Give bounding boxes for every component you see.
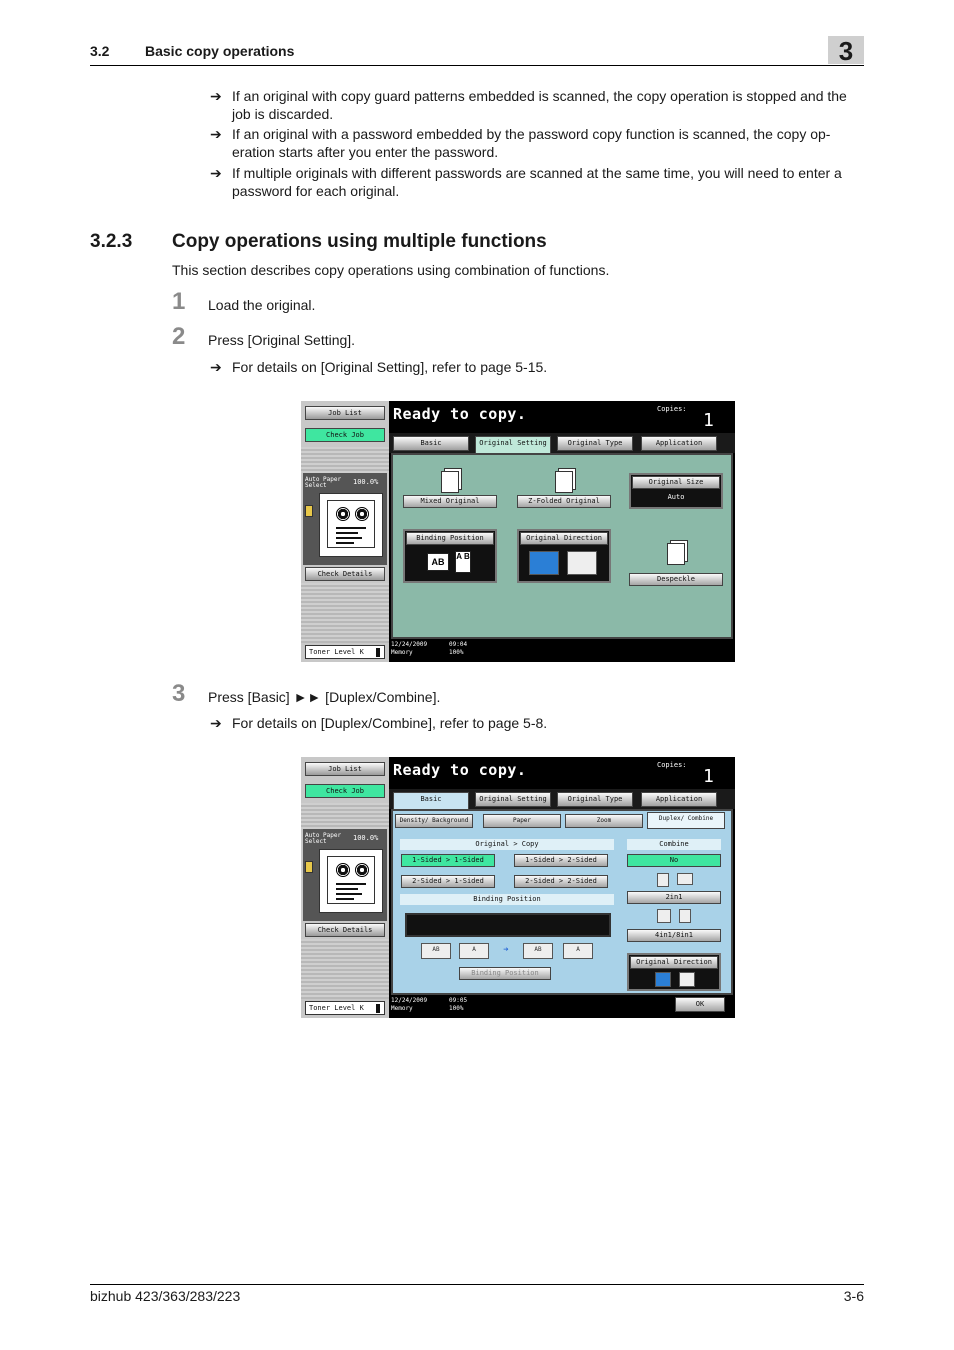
ok-button[interactable]: OK <box>675 997 725 1012</box>
paper-tray-icon <box>305 505 313 517</box>
binding-position-button[interactable] <box>403 529 497 583</box>
arrow-icon: ➔ <box>210 715 222 731</box>
preview-thumbnail <box>319 849 383 913</box>
tab-original-setting[interactable]: Original Setting <box>475 436 551 455</box>
time-text: 09:05 <box>449 997 468 1004</box>
tab-bar <box>389 789 735 809</box>
original-direction-label: Original Direction <box>520 532 608 545</box>
arrow-icon: ➔ <box>210 359 222 375</box>
zoom-value: 100.0% <box>353 478 379 486</box>
tab-original-type[interactable]: Original Type <box>557 792 633 807</box>
stripes <box>301 803 389 829</box>
toner-level <box>305 645 385 659</box>
stripes <box>301 583 389 643</box>
step-text: Press [Original Setting]. <box>208 332 356 348</box>
screenshot-duplex-combine <box>301 757 735 1018</box>
step-number: 3 <box>172 680 186 707</box>
binding-position-button[interactable]: Binding Position <box>459 967 551 980</box>
subtab-density-background[interactable]: Density/ Background <box>395 814 473 828</box>
arrow-icon: ➔ <box>210 88 222 104</box>
left-panel <box>301 757 389 1018</box>
check-job-button[interactable]: Check Job <box>305 428 385 442</box>
binding-left-copy-icon[interactable]: AB <box>523 943 553 959</box>
original-size-label: Original Size <box>632 476 720 489</box>
date-text: 12/24/2009 <box>391 997 428 1004</box>
status-time <box>449 997 467 1013</box>
check-details-button[interactable]: Check Details <box>305 567 385 581</box>
copies-value: 1 <box>703 766 714 787</box>
binding-position-label: Binding Position <box>406 532 494 545</box>
settings-area <box>391 453 733 639</box>
combine-4in1-icon-b <box>679 909 691 923</box>
toner-label: Toner Level <box>309 1004 356 1012</box>
combine-no-button[interactable]: No <box>627 854 721 867</box>
combine-header: Combine <box>627 839 721 850</box>
status-date <box>391 641 427 657</box>
despeckle-button[interactable]: Despeckle <box>629 573 723 586</box>
subtab-paper[interactable]: Paper <box>483 814 561 828</box>
binding-left-icon: AB <box>427 553 449 571</box>
step-note <box>210 358 862 376</box>
toner-k: K <box>359 648 364 656</box>
status-time <box>449 641 467 657</box>
step-text: Load the original. <box>208 297 316 313</box>
section-intro: This section describes copy operations using combination of functions. <box>172 262 610 278</box>
zoom-value: 100.0% <box>353 834 379 842</box>
memory-value: 100% <box>449 649 464 656</box>
tab-basic[interactable]: Basic <box>393 792 469 811</box>
copies-label: Copies: <box>657 405 687 413</box>
note-text: If an original with a password embedded by the password copy function is scanned, the copy op-eration starts after you enter the password. <box>232 126 831 160</box>
tab-original-type[interactable]: Original Type <box>557 436 633 451</box>
copies-label: Copies: <box>657 761 687 769</box>
left-panel <box>301 401 389 662</box>
tab-application[interactable]: Application <box>641 792 717 807</box>
binding-display <box>405 913 611 937</box>
check-details-button[interactable]: Check Details <box>305 923 385 937</box>
z-folded-button[interactable]: Z-Folded Original <box>517 495 611 508</box>
tab-original-setting[interactable]: Original Setting <box>475 792 551 807</box>
binding-left-icon[interactable]: AB <box>421 943 451 959</box>
job-list-button[interactable]: Job List <box>305 406 385 420</box>
combine-2in1-button[interactable]: 2in1 <box>627 891 721 904</box>
status-message: Ready to copy. <box>393 405 527 423</box>
job-list-button[interactable]: Job List <box>305 762 385 776</box>
option-2sided-1sided[interactable]: 2-Sided > 1-Sided <box>401 875 495 888</box>
toner-level <box>305 1001 385 1015</box>
note-item <box>210 164 862 200</box>
mixed-original-button[interactable]: Mixed Original <box>403 495 497 508</box>
binding-position-header: Binding Position <box>400 894 614 905</box>
time-text: 09:04 <box>449 641 468 648</box>
step-note <box>210 714 862 732</box>
original-size-button[interactable] <box>629 473 723 509</box>
page-footer <box>90 1284 864 1308</box>
footer-model: bizhub 423/363/283/223 <box>90 1288 241 1304</box>
header-section-number: 3.2 <box>90 43 110 59</box>
section-title: Copy operations using multiple functions <box>172 231 547 252</box>
tab-application[interactable]: Application <box>641 436 717 451</box>
original-size-value: Auto <box>667 493 685 501</box>
note-text: If multiple originals with different passwords are scanned at the same time, you will need to enter a password for each original. <box>232 165 842 199</box>
screenshot-original-setting <box>301 401 735 662</box>
page-header <box>90 36 864 66</box>
memory-label: Memory <box>391 649 413 656</box>
tab-bar <box>389 433 735 453</box>
note-text: If an original with copy guard patterns embedded is scanned, the copy operation is stopped and the job is discarded. <box>232 88 847 122</box>
binding-top-copy-icon[interactable]: A <box>563 943 593 959</box>
mixed-original-icon <box>441 471 459 493</box>
combine-4in1-8in1-button[interactable]: 4in1/8in1 <box>627 929 721 942</box>
original-direction-label: Original Direction <box>630 956 718 969</box>
date-text: 12/24/2009 <box>391 641 428 648</box>
copies-value: 1 <box>703 410 714 431</box>
combine-4in1-icon-a <box>657 909 671 923</box>
step-text: Press [Basic] ►► [Duplex/Combine]. <box>208 689 441 705</box>
note-text: For details on [Original Setting], refer to page 5-15. <box>232 359 548 375</box>
step-number: 2 <box>172 323 186 350</box>
toner-bar-icon <box>376 648 380 657</box>
status-date <box>391 997 427 1013</box>
section-number: 3.2.3 <box>90 231 133 252</box>
combine-2in1-icon-a <box>657 873 669 887</box>
z-folded-icon <box>555 471 573 493</box>
arrow-icon: ➔ <box>210 126 222 142</box>
subtab-duplex-combine[interactable]: Duplex/ Combine <box>647 812 725 829</box>
option-2sided-2sided[interactable]: 2-Sided > 2-Sided <box>514 875 608 888</box>
original-copy-header: Original > Copy <box>400 839 614 850</box>
chapter-badge: 3 <box>828 36 864 64</box>
preview-thumbnail <box>319 493 383 557</box>
direction-icon-2 <box>567 551 597 575</box>
stripes <box>301 447 389 473</box>
arrow-right-icon: ➔ <box>503 945 509 955</box>
auto-paper-label: Auto Paper Select <box>305 476 342 489</box>
arrow-icon: ➔ <box>210 165 222 181</box>
note-text: For details on [Duplex/Combine], refer to page 5-8. <box>232 715 548 731</box>
combine-2in1-icon-b <box>677 873 693 885</box>
header-section-title: Basic copy operations <box>145 43 295 59</box>
subtab-zoom[interactable]: Zoom <box>565 814 643 828</box>
direction-icon-1 <box>655 972 671 987</box>
option-1sided-2sided[interactable]: 1-Sided > 2-Sided <box>514 854 608 867</box>
binding-top-icon[interactable]: A <box>459 943 489 959</box>
binding-top-icon: A B <box>455 551 471 573</box>
status-message: Ready to copy. <box>393 761 527 779</box>
step-number: 1 <box>172 288 186 315</box>
auto-paper-label: Auto Paper Select <box>305 832 342 845</box>
direction-icon-2 <box>679 972 695 987</box>
memory-label: Memory <box>391 1005 413 1012</box>
paper-tray-icon <box>305 861 313 873</box>
footer-page: 3-6 <box>843 1288 864 1304</box>
toner-label: Toner Level <box>309 648 356 656</box>
memory-value: 100% <box>449 1005 464 1012</box>
original-direction-button[interactable] <box>627 953 721 991</box>
option-1sided-1sided[interactable]: 1-Sided > 1-Sided <box>401 854 495 867</box>
note-item <box>210 125 862 161</box>
tab-basic[interactable]: Basic <box>393 436 469 451</box>
toner-bar-icon <box>376 1004 380 1013</box>
direction-icon-1 <box>529 551 559 575</box>
despeckle-icon <box>667 543 685 565</box>
toner-k: K <box>359 1004 364 1012</box>
stripes <box>301 939 389 999</box>
check-job-button[interactable]: Check Job <box>305 784 385 798</box>
original-direction-button[interactable] <box>517 529 611 583</box>
note-item <box>210 87 862 123</box>
